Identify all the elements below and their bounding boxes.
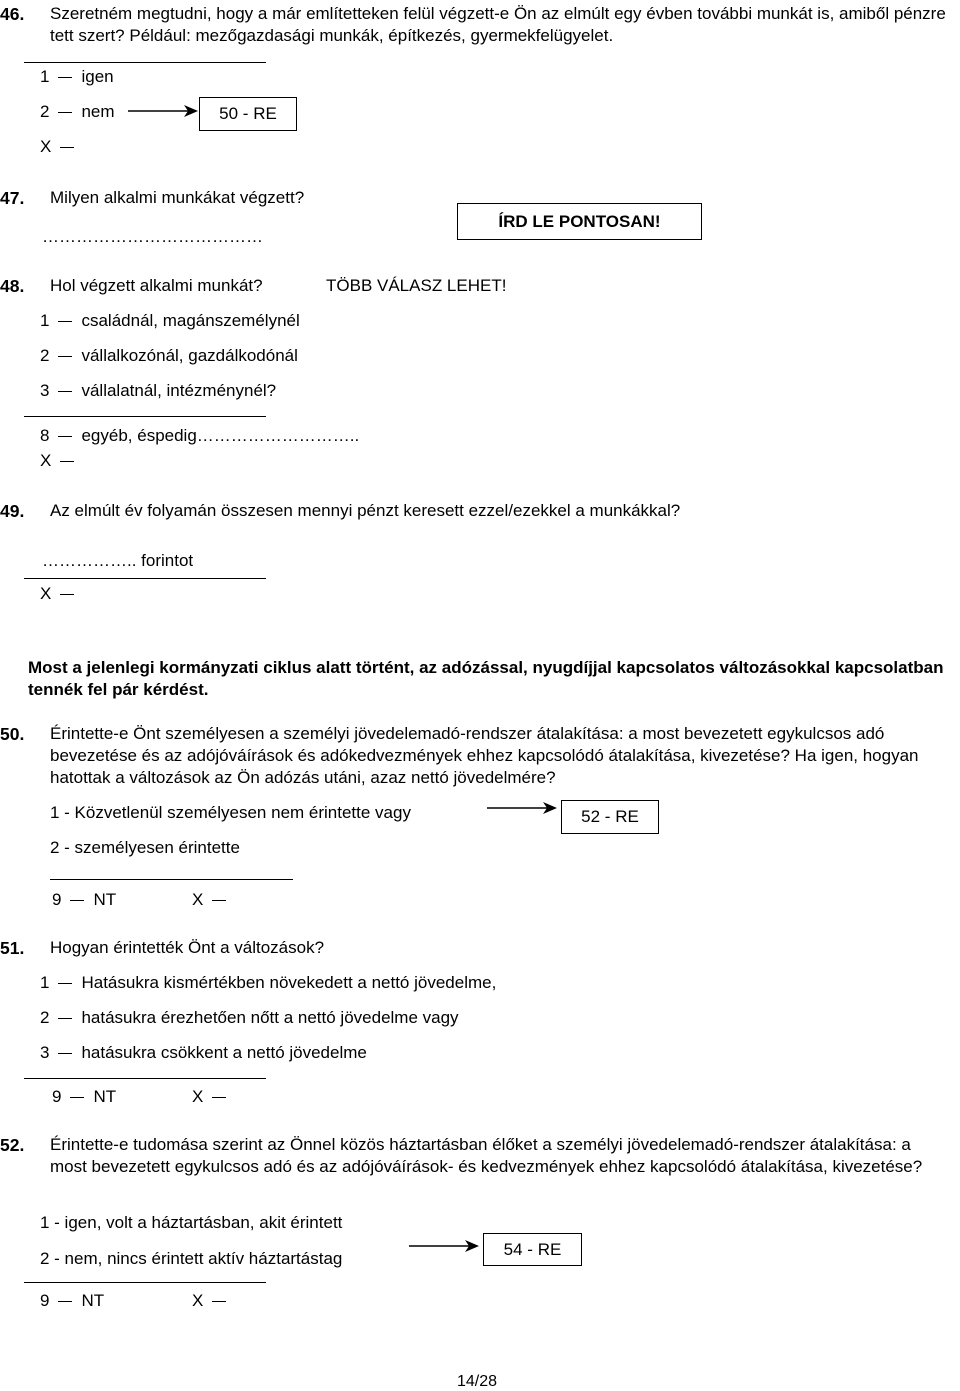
option-code: 9 [40,1291,50,1310]
option-label: vállalatnál, intézménynél? [81,381,277,400]
dash [58,1301,72,1302]
q46-option-x[interactable] [40,136,83,158]
option-code: X [192,1291,204,1310]
dash [58,391,72,392]
separator-line [24,62,266,63]
section-intro: Most a jelenlegi kormányzati ciklus alatt történt, az adózással, nyugdíjjal kapcsolatos változásokkal kapcsolatban tennék fel pár kérdést. [28,658,944,699]
dash [58,112,72,113]
dash [60,594,74,595]
option-label: egyéb, éspedig……………………….. [81,426,360,445]
dash [60,461,74,462]
q50-skip-box: 52 - RE [561,800,659,834]
q51-option-3[interactable] [40,1042,367,1064]
q52-option-1[interactable]: 1 - igen, volt a háztartásban, akit érintett [40,1213,343,1232]
q51-option-2[interactable] [40,1007,459,1029]
option-code: X [40,584,52,603]
dash [212,900,226,901]
dash [58,983,72,984]
option-code: X [192,1087,204,1106]
q49-answer[interactable]: …………….. forintot [42,551,194,570]
option-code: 3 [40,381,50,400]
option-code: 1 [40,67,50,86]
option-label: nem [81,102,115,121]
q48-text: Hol végzett alkalmi munkát? [50,276,263,295]
option-code: 1 [40,973,50,992]
q51-text: Hogyan érintették Önt a változások? [50,938,325,957]
dash [70,900,84,901]
q48-option-x[interactable] [40,450,83,472]
page-number: 14/28 [457,1373,498,1390]
separator-line [50,879,293,880]
skip-arrow-icon [128,104,198,118]
q50-option-1[interactable]: 1 - Közvetlenül személyesen nem érintette vagy [50,803,411,822]
separator-line [24,1282,266,1283]
dash [212,1097,226,1098]
q46-skip-box: 50 - RE [199,97,297,131]
option-code: 8 [40,426,50,445]
dash [58,1018,72,1019]
option-label: igen [81,67,114,86]
option-label: vállalkozónál, gazdálkodónál [81,346,298,365]
q51-option-nt[interactable] [52,1086,116,1108]
option-label: hatásukra érezhetően nőtt a nettó jövedelme vagy [81,1008,459,1027]
option-label: Hatásukra kismértékben növekedett a nettó jövedelme, [81,973,497,992]
dash [212,1301,226,1302]
dash [58,356,72,357]
q48-option-3[interactable] [40,380,276,402]
q48-option-1[interactable] [40,310,300,332]
q50-option-x[interactable] [192,889,235,911]
option-code: 2 [40,346,50,365]
q52-option-x[interactable] [192,1290,235,1312]
skip-arrow-icon [487,801,557,815]
q49-option-x[interactable] [40,583,83,605]
skip-arrow-icon [409,1239,479,1253]
q52-option-2[interactable]: 2 - nem, nincs érintett aktív háztartástag [40,1249,343,1268]
q52-text: Érintette-e tudomása szerint az Önnel közös háztartásban élőket a személyi jövedelemadó-rendszer átalakítása: a most bevezetett egykulcsos adó és az adójóváírások- és kedvezmények ehhez kapcsolódó átalakítása, kivezetése? [50,1135,923,1176]
q47-number: 47. [0,188,25,208]
separator-line [24,416,266,417]
option-code: 9 [52,890,62,909]
q51-number: 51. [0,938,25,958]
separator-line [24,1078,266,1079]
option-label: NT [81,1291,105,1310]
q50-text: Érintette-e Önt személyesen a személyi jövedelemadó-rendszer átalakítása: a most bevezetett egykulcsos adó bevezetése és az adójóváírások és adókedvezmények ehhez kapcsolódó átalakítása, kivezetése? Ha igen, hogyan hatottak a változások az Ön adózás utáni, azaz nettó jövedelmére? [50,724,919,787]
q51-option-1[interactable] [40,972,496,994]
dash [60,147,74,148]
separator-line [24,578,266,579]
q50-option-2[interactable]: 2 - személyesen érintette [50,838,240,857]
q48-option-8[interactable] [40,425,359,447]
q46-option-1[interactable] [40,66,114,88]
q52-skip-box: 54 - RE [483,1233,582,1266]
q50-number: 50. [0,724,25,744]
q52-number: 52. [0,1135,25,1155]
q52-option-nt[interactable] [40,1290,104,1312]
dash [58,1053,72,1054]
q46-option-2[interactable] [40,101,115,123]
q50-option-nt[interactable] [52,889,116,911]
q48-option-2[interactable] [40,345,298,367]
dash [58,77,72,78]
option-code: 3 [40,1043,50,1062]
option-label: hatásukra csökkent a nettó jövedelme [81,1043,367,1062]
option-code: 1 [40,311,50,330]
q48-instruction: TÖBB VÁLASZ LEHET! [326,276,507,295]
q47-answer-dots[interactable]: ………………………………… [42,227,263,246]
option-code: 9 [52,1087,62,1106]
option-code: 2 [40,1008,50,1027]
option-code: X [40,451,52,470]
option-code: X [40,137,52,156]
dash [58,321,72,322]
option-code: 2 [40,102,50,121]
q47-text: Milyen alkalmi munkákat végzett? [50,188,305,207]
option-label: családnál, magánszemélynél [81,311,300,330]
dash [58,436,72,437]
q46-text: Szeretném megtudni, hogy a már említetteken felül végzett-e Ön az elmúlt egy évben további munkát is, amiből pénzre tett szert? Például: mezőgazdasági munkák, építkezés, gyermekfelügyelet. [50,4,946,45]
q49-text: Az elmúlt év folyamán összesen mennyi pénzt keresett ezzel/ezekkel a munkákkal? [50,501,681,520]
q48-number: 48. [0,276,25,296]
q51-option-x[interactable] [192,1086,235,1108]
option-code: X [192,890,204,909]
q46-number: 46. [0,4,25,24]
dash [70,1097,84,1098]
q49-number: 49. [0,501,25,521]
option-label: NT [93,1087,117,1106]
q47-instruction-box: ÍRD LE PONTOSAN! [457,203,702,240]
option-label: NT [93,890,117,909]
